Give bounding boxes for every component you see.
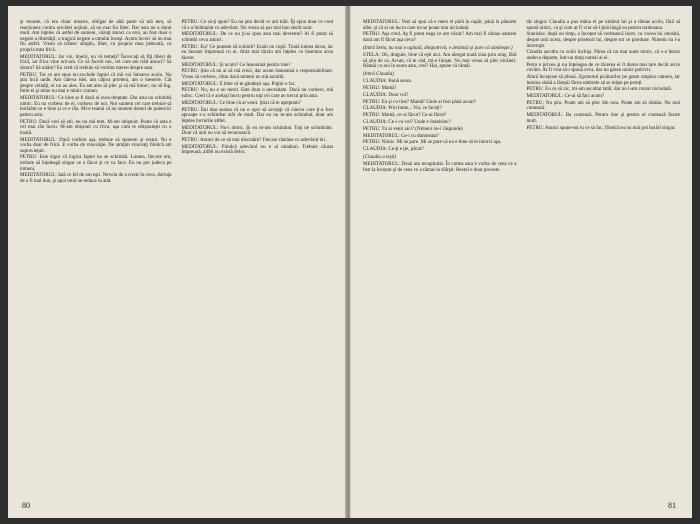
text-paragraph: PETRU: Este sigur că logica faptei nu se schimbă. Lumea, fiecare om, trebuie să înţeleagă singur ce a făcut şi ce va face. Eu nu pot judeca pe nimeni. [20,154,172,172]
text-paragraph: MEDITATORUL: De ce nu ţi-ai spus asta mai devreme? Ai fi putut să schimbi ceva atunci. [181,31,333,43]
text-paragraph: PETRU: Ce să-ţi spun? Eu nu ştiu decât ce am trăit. Îţi spun doar ce cred că s-a întâmplat cu adevărat. Nu vreau să par mai bun decât sunt. [181,19,333,31]
text-paragraph: MEDITATORUL: Două am recapitulat. În cartea asta e vorba de ceea ce a fost la început şi de ceea ce a rămas la sfârşit. Restul e doar poveste. [363,161,517,173]
text-paragraph: PETRU: Nu, nu e un merit. Este doar o necesitate. Dacă nu vorbesc, mă sufoc. Cred că e acelaşi lucru pentru toţi cei care au trecut prin asta. [181,87,333,100]
text-paragraph: PETRU: Îmi dau seama că nu e uşor să accepţi că cineva care ţi-a fost aproape s-a schimbat atât de mult. Dar eu nu m-am schimbat, doar am înţeles lucrurile altfel. [181,106,333,124]
text-paragraph: CLAUDIA: Bună seara. [363,78,412,85]
text-paragraph: CLAUDIA: Ce-i cu voi? Unde e Stanislav? [363,118,451,125]
text-paragraph: MEDITATORUL: Dacă vorbim aşa, trebuie să spunem şi restul. Nu e vorba doar de frică. E vorba de vinovăţie. Ne simţim vinovaţi fiindcă am supravieţuit. [20,136,172,154]
text-paragraph: MEDITATORUL: Ba contează. Pentru tine şi pentru ei contează foarte mult. [526,112,680,124]
right-page-column-1 [363,20,517,488]
text-paragraph: PETRU: Eu şi cu tine? Mamă! Unde ai fost până acum? [363,98,476,105]
text-paragraph: şi moarte, că era chiar moarte, obligat de altă parte să mă tem, să reacţionez contra oricărei acţiuni, să nu mai fiu liber. Dar asta nu a durat mult. Am înţeles că astfel de oameni, văzuţi atunci ca eroi, au fost doar o negare a libertăţii, o tragică negare a omului însuşi. Acum încerc să nu mai fiu astfel. Vreau să trăiesc simplu, liber, cu propria mea judecată, cu propria mea frică. [20,19,172,53]
text-paragraph: MEDITATORUL: Ce-ai să faci acum? [526,93,605,100]
text-paragraph: Stanislav, după un timp, a început să vorbească încet, cu vocea lui obosită, despre anii aceia, despre prietenii lui, despre tot ce pierduse. Nimeni nu l-a întrerupt. [526,31,680,49]
page-number-right: 81 [668,501,676,510]
text-paragraph: PETRU: Aşa cred. Aş fi putut nega ce am văzut? Am mai fi rămas oameni dacă am fi făcut aşa ceva? [363,31,517,43]
text-paragraph: PETRU: Eu ce să zic, mi-am ascultat tatăl, dar nu l-am crezut niciodată. [526,86,672,93]
text-paragraph: STELA: Oh, dragule, bine că eşti aici. Am alergat toată ziua prin oraş, fără să ştiu de ce. Acum, că te văd, mi-e linişte. Nu mai vreau să plec nicăieri. Rămâi cu noi în seara asta, vrei? Hai, spune că rămâi. [363,52,517,70]
text-paragraph: MEDITATORUL: Fiindcă adevărul nu e al nimănui. Trebuie căutat împreună, altfel nu există deloc. [181,143,333,156]
text-paragraph: PETRU: Tu ai venit aici? (Nimeni nu-i răspunde) [363,125,463,132]
text-paragraph: PETRU: Atunci de ce să mai discutăm? Fiecare rămâne cu adevărul lui. [181,136,327,143]
right-page [350,6,692,518]
text-paragraph: MEDITATORUL: Ce bine ar fi dacă ai avea dreptate. Dar asta nu schimbă nimic. Eu nu vorbesc de ei, vorbesc de noi. Noi suntem cei care trebuie să hotărâm ce e bine şi ce e rău. Mi-e teamă că nu suntem destul de puternici pentru asta. [20,95,172,118]
page-number-left: 80 [22,501,30,510]
left-page-column-2 [182,20,334,488]
right-page-columns [363,20,680,488]
text-paragraph: CLAUDIA: Doar voi? [363,91,409,98]
left-page-column-1 [20,20,172,488]
text-paragraph: PETRU: Ştiu că nu ai să mă crezi, dar acum înseamnă o responsabilitate. Vreau să vorbesc, chiar dacă nimeni nu mă ascultă. [181,68,333,80]
text-paragraph: (Intră Claudia) [363,70,394,77]
text-paragraph: PETRU: Atunci spune-mi tu ce să fac, fiindcă eu nu mai pot hotărî singur. [526,124,676,131]
text-paragraph: MEDITATORUL: E bine că te gândeşti aşa. Puţini o fac. [181,80,297,87]
text-paragraph: MEDITATORUL: Ce bine că ai venit. Ştiai că te aşteptam? [181,99,301,106]
text-paragraph: rât singur. Claudia a pus mâna el pe umărul lui şi a rămas acolo, fără să spună nimic, ca şi cum ar fi vrut să-l ţină lângă ea pentru totdeauna. [526,19,680,31]
left-page [8,6,346,518]
text-paragraph: (Intră Stela, nu mai e agitată, dimpotrivă, e destinsă şi pare că zâmbeşte.) [363,44,513,51]
text-paragraph: PETRU: Nu ştiu. Poate am să plec din nou. Poate am să rămân. Nu mai contează. [526,99,680,112]
text-paragraph: Claudia asculta cu ochii închişi. Părea că nu mai aude nimic, că s-a întors undeva departe, într-un timp numai al ei. [526,49,680,61]
text-paragraph: PETRU: Nimic. Mi se pare. Mi se pare că nu e bine să te întorci aşa. [363,139,502,146]
left-page-columns [20,20,333,488]
text-paragraph: CLAUDIA: Ce-ţi e ţie, păcat? [363,146,424,153]
text-paragraph: PETRU: Mamă! [363,85,397,92]
text-paragraph: MEDITATORUL: Ce-i cu dumneata? [363,132,439,139]
text-paragraph: MEDITATORUL: Iată ce fel de om eşti. Nevoia de a crede în ceva, dorinţa de a fi mai bun, şi apoi totul se reduce la atât. [20,172,172,184]
text-paragraph: PETRU: Tot ce am spus nu exclude faptul că mă voi întoarce acolo. Nu ştiu încă unde. Am câteva idei, am câţiva prieteni, am o meserie. Cât despre ceilalţi, ei nu au ales. Eu am ales să plec şi să mă întorc, nu să fug. Între ei şi mine nu mai e nimic comun. [20,71,172,95]
text-paragraph: MEDITATORUL: Iar voi, tinerii, nu vă temeţi? Încercaţi să fiţi liberi de frică, iar frica vine oricum. Ce să facem noi, cei care am trăit atunci? Să tăcem? Să uităm? Eu cred că trebuie să vorbim mereu despre asta. [20,53,172,71]
text-paragraph: PETRU: Dacă vrei să ştii, eu nu mă tem. M-am obişnuit. Poate că asta e cel mai rău lucru. M-am obişnuit cu frica, aşa cum te obişnuieşti cu o boală. [20,118,172,136]
text-paragraph: PETRU: Eu? Ce puteam să schimb? Eram un copil. Toată lumea tăcea, iar eu tăceam împreună cu ei. Abia mai târziu am înţeles ce însemna acea tăcere. [181,43,333,61]
text-paragraph: CLAUDIA: Prin lume... Voi, ce faceţi? [363,105,442,112]
text-paragraph: MEDITATORUL: Şi acum? Ce înseamnă pentru tine? [181,61,291,68]
text-paragraph: Petru o privea şi nu înţelegea de ce tăcerea ei îl durea mai tare decât orice cuvânt. Ar fi vrut să-i spună ceva, dar nu găsea nimic potrivit. [526,61,680,74]
text-paragraph: MEDITATORUL: Vezi să spui că e mers el pâră la capăt, până la pânzele albe, şi că ai un lucru care nu se poate uita niciodată. [363,19,517,31]
text-paragraph: PETRU: Mamă, ce-ai făcut? Ce-ai făcut? [363,112,447,119]
text-paragraph: Afară începuse să plouă. Zgomotul picăturilor pe geam umplea camera, iar lumina slabă a lămpii făcea umbrele să se mişte pe pereţi. [526,73,680,86]
right-page-column-2 [527,20,681,488]
text-paragraph: (Claudia a ieşit) [363,153,397,160]
text-paragraph: MEDITATORUL: Nu-i nimic. Şi eu m-am schimbat. Toţi ne schimbăm. Doar că unii nu vor să recunoască. [181,124,333,137]
